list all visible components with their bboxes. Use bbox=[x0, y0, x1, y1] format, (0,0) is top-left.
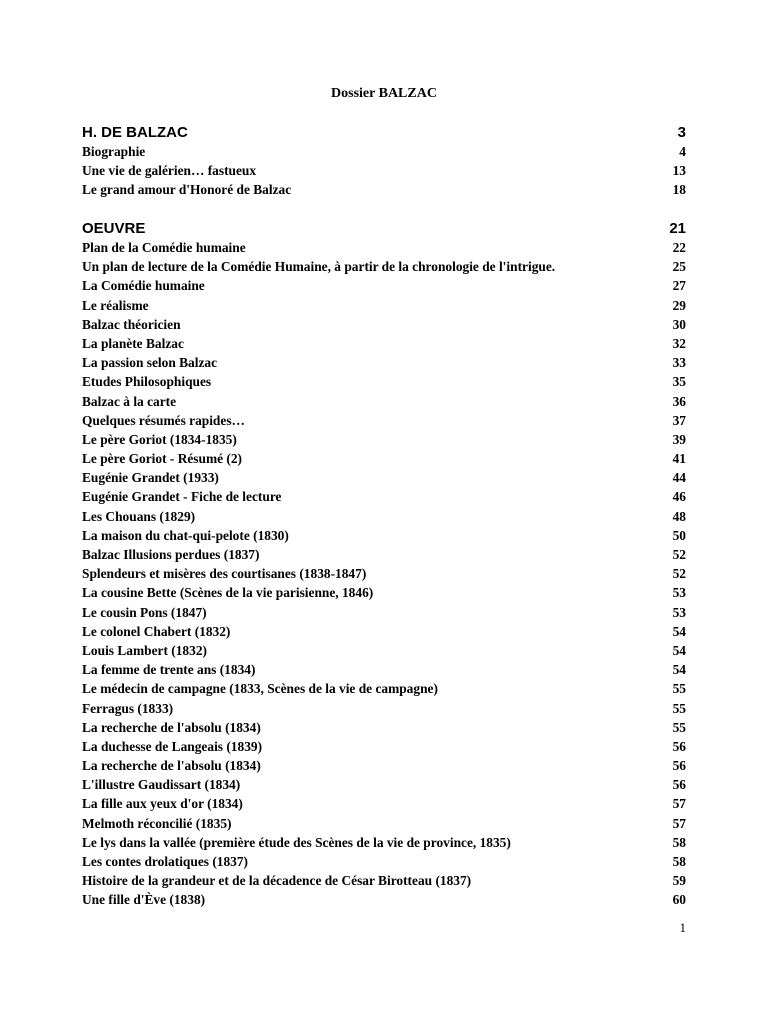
toc-entry[interactable] bbox=[82, 679, 686, 698]
toc-entry-title: Le père Goriot (1834-1835) bbox=[82, 431, 237, 447]
section-heading-page: 21 bbox=[669, 220, 686, 237]
toc-entry-page: 60 bbox=[672, 892, 686, 908]
toc-entry-page: 52 bbox=[672, 566, 686, 582]
toc-entry[interactable] bbox=[82, 756, 686, 775]
entry-list bbox=[82, 238, 686, 910]
toc-entry[interactable] bbox=[82, 468, 686, 487]
toc-entry-title: Un plan de lecture de la Comédie Humaine, à partir de la chronologie de l'intrigue. bbox=[82, 259, 556, 275]
toc-entry[interactable] bbox=[82, 583, 686, 602]
toc-entry-title: Balzac théoricien bbox=[82, 316, 181, 332]
toc-entry-page: 56 bbox=[672, 758, 686, 774]
toc-entry-title: Le réalisme bbox=[82, 297, 149, 313]
toc-entry-page: 13 bbox=[672, 163, 686, 179]
toc-entry-page: 25 bbox=[672, 259, 686, 275]
toc-entry[interactable] bbox=[82, 622, 686, 641]
toc-entry-page: 58 bbox=[672, 854, 686, 869]
toc-entry[interactable] bbox=[82, 487, 686, 506]
toc-entry-page: 18 bbox=[672, 182, 686, 198]
toc-entry[interactable] bbox=[82, 296, 686, 315]
toc-entry-page: 50 bbox=[672, 527, 686, 543]
toc-entry[interactable] bbox=[82, 180, 686, 199]
toc-entry[interactable] bbox=[82, 142, 686, 161]
toc-entry-page: 59 bbox=[672, 873, 686, 889]
toc-entry[interactable] bbox=[82, 603, 686, 622]
toc-entry-page: 41 bbox=[672, 451, 686, 467]
toc-entry-page: 29 bbox=[672, 297, 686, 313]
toc-entry[interactable] bbox=[82, 737, 686, 756]
toc-entry-page: 54 bbox=[672, 642, 686, 658]
page-number: 1 bbox=[679, 920, 686, 935]
toc-entry-title: Plan de la Comédie humaine bbox=[82, 240, 246, 255]
toc-entry-page: 37 bbox=[672, 412, 686, 428]
toc-entry-title: La passion selon Balzac bbox=[82, 355, 218, 371]
toc-entry-title: La planète Balzac bbox=[82, 335, 184, 351]
toc-entry-title: Le lys dans la vallée (première étude des Scènes de la vie de province, 1835) bbox=[82, 834, 511, 850]
toc-entry-title: La maison du chat-qui-pelote (1830) bbox=[82, 527, 289, 543]
toc-entry[interactable] bbox=[82, 545, 686, 564]
toc-entry-title: Eugénie Grandet (1933) bbox=[82, 470, 219, 486]
toc-entry[interactable] bbox=[82, 718, 686, 737]
toc-entry-page: 44 bbox=[672, 470, 686, 486]
toc-entry[interactable] bbox=[82, 353, 686, 372]
toc-entry-page: 55 bbox=[672, 700, 686, 716]
toc-entry-page: 53 bbox=[672, 585, 686, 601]
toc-entry[interactable] bbox=[82, 641, 686, 660]
toc-entry-page: 27 bbox=[672, 278, 686, 294]
toc-entry-title: Etudes Philosophiques bbox=[82, 374, 212, 390]
toc-entry[interactable] bbox=[82, 392, 686, 411]
toc-entry[interactable] bbox=[82, 852, 686, 871]
toc-entry-title: Louis Lambert (1832) bbox=[82, 642, 207, 658]
toc-entry-page: 48 bbox=[672, 508, 686, 524]
toc-entry-page: 57 bbox=[672, 796, 686, 812]
toc-entry-page: 33 bbox=[672, 355, 686, 371]
toc-entry[interactable] bbox=[82, 564, 686, 583]
toc-entry-title: Balzac à la carte bbox=[82, 393, 177, 409]
toc-entry[interactable] bbox=[82, 238, 686, 257]
toc-entry[interactable] bbox=[82, 257, 686, 276]
toc-entry-title: La cousine Bette (Scènes de la vie parisienne, 1846) bbox=[82, 585, 374, 601]
toc-section-balzac bbox=[82, 123, 686, 200]
toc-entry-title: Les Chouans (1829) bbox=[82, 508, 196, 524]
toc-entry[interactable] bbox=[82, 890, 686, 909]
toc-entry[interactable] bbox=[82, 411, 686, 430]
toc-entry-page: 55 bbox=[672, 719, 686, 735]
toc-entry-title: Melmoth réconcilié (1835) bbox=[82, 815, 232, 831]
toc-entry[interactable] bbox=[82, 794, 686, 813]
toc-entry-page: 58 bbox=[672, 834, 686, 850]
toc-entry[interactable] bbox=[82, 161, 686, 180]
toc-entry[interactable] bbox=[82, 449, 686, 468]
toc-entry-title: Balzac Illusions perdues (1837) bbox=[82, 547, 260, 562]
toc-entry-page: 53 bbox=[672, 604, 686, 620]
toc-entry-page: 36 bbox=[672, 393, 686, 409]
toc-entry[interactable] bbox=[82, 430, 686, 449]
toc-entry[interactable] bbox=[82, 315, 686, 334]
toc-entry[interactable] bbox=[82, 334, 686, 353]
toc-entry-title: Une fille d'Ève (1838) bbox=[82, 892, 206, 908]
toc-entry-title: Histoire de la grandeur et de la décadence de César Birotteau (1837) bbox=[82, 873, 472, 889]
toc-entry-title: Les contes drolatiques (1837) bbox=[82, 854, 249, 869]
section-heading-title: OEUVRE bbox=[82, 220, 146, 237]
toc-entry-title: Le cousin Pons (1847) bbox=[82, 604, 207, 620]
document-title: Dossier BALZAC bbox=[331, 86, 437, 101]
toc-entry-title: La duchesse de Langeais (1839) bbox=[82, 738, 263, 754]
toc-entry-page: 46 bbox=[672, 489, 686, 505]
toc-entry-page: 54 bbox=[672, 662, 686, 678]
toc-entry[interactable] bbox=[82, 833, 686, 852]
toc-entry-title: La recherche de l'absolu (1834) bbox=[82, 758, 261, 774]
toc-entry[interactable] bbox=[82, 871, 686, 890]
section-heading-title: H. DE BALZAC bbox=[82, 124, 188, 141]
toc-entry-title: La fille aux yeux d'or (1834) bbox=[82, 796, 243, 812]
toc-entry-page: 4 bbox=[679, 144, 686, 159]
toc-entry[interactable] bbox=[82, 775, 686, 794]
entry-list bbox=[82, 142, 686, 200]
toc-entry-page: 55 bbox=[672, 681, 686, 697]
section-heading[interactable] bbox=[82, 123, 686, 142]
toc-entry-title: Quelques résumés rapides… bbox=[82, 412, 245, 428]
toc-entry-title: La femme de trente ans (1834) bbox=[82, 662, 256, 678]
toc-entry[interactable] bbox=[82, 814, 686, 833]
toc-entry-page: 30 bbox=[672, 316, 686, 332]
toc-entry[interactable] bbox=[82, 276, 686, 295]
toc-entry[interactable] bbox=[82, 526, 686, 545]
toc-entry-page: 56 bbox=[672, 738, 686, 754]
toc-entry-page: 35 bbox=[672, 374, 686, 390]
section-heading[interactable] bbox=[82, 219, 686, 238]
toc-entry-page: 54 bbox=[672, 623, 686, 639]
toc-entry-title: L'illustre Gaudissart (1834) bbox=[82, 777, 241, 793]
toc-entry-page: 22 bbox=[672, 240, 686, 255]
toc-entry-title: Biographie bbox=[82, 144, 146, 159]
toc-entry-page: 32 bbox=[672, 335, 686, 351]
toc-entry-title: Le grand amour d'Honoré de Balzac bbox=[82, 182, 292, 198]
toc-entry[interactable] bbox=[82, 372, 686, 391]
toc-entry-title: La Comédie humaine bbox=[82, 278, 205, 294]
toc-entry[interactable] bbox=[82, 660, 686, 679]
toc-section-oeuvre bbox=[82, 219, 686, 910]
toc-entry-title: Le père Goriot - Résumé (2) bbox=[82, 451, 243, 467]
toc-entry[interactable] bbox=[82, 699, 686, 718]
toc-entry-title: Eugénie Grandet - Fiche de lecture bbox=[82, 489, 282, 505]
toc-entry-page: 39 bbox=[672, 431, 686, 447]
section-heading-page: 3 bbox=[677, 124, 686, 141]
toc-entry-title: La recherche de l'absolu (1834) bbox=[82, 719, 261, 735]
toc-entry-title: Le colonel Chabert (1832) bbox=[82, 623, 231, 639]
toc-entry-title: Une vie de galérien… fastueux bbox=[82, 163, 257, 179]
toc-entry-page: 57 bbox=[672, 815, 686, 831]
toc-entry-page: 56 bbox=[672, 777, 686, 793]
toc-entry-page: 52 bbox=[672, 547, 686, 562]
toc-entry-title: Splendeurs et misères des courtisanes (1838-1847) bbox=[82, 566, 367, 582]
toc-entry[interactable] bbox=[82, 507, 686, 526]
toc-entry-title: Le médecin de campagne (1833, Scènes de la vie de campagne) bbox=[82, 681, 438, 697]
toc-entry-title: Ferragus (1833) bbox=[82, 700, 174, 716]
